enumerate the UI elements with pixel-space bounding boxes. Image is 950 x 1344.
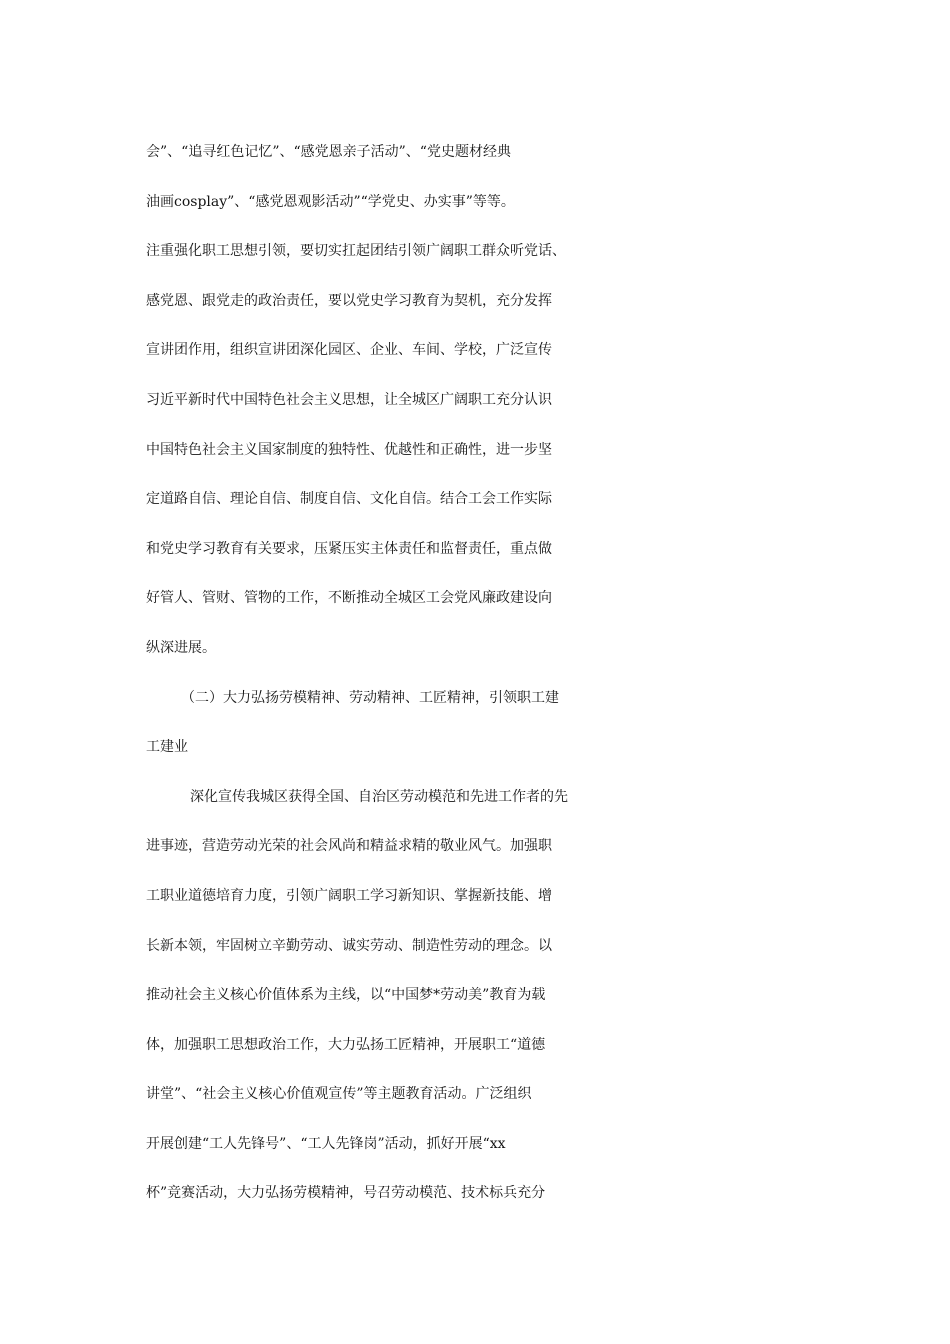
text-line: 好管人、管财、管物的工作，不断推动全城区工会党风廉政建设向 [146,590,552,607]
text-line: 感党恩、跟党走的政治责任，要以党史学习教育为契机，充分发挥 [146,292,552,309]
text-line: 中国特色社会主义国家制度的独特性、优越性和正确性，进一步坚 [146,441,552,458]
text-line: 杯”竞赛活动，大力弘扬劳模精神，号召劳动模范、技术标兵充分 [146,1185,546,1202]
section-heading: （二）大力弘扬劳模精神、劳动精神、工匠精神，引领职工建 [181,689,559,706]
text-line: 深化宣传我城区获得全国、自治区劳动模范和先进工作者的先 [190,788,568,805]
text-line: 宣讲团作用，组织宣讲团深化园区、企业、车间、学校，广泛宣传 [146,342,552,359]
section-heading-continued: 工建业 [146,739,188,756]
text-line: 进事迹，营造劳动光荣的社会风尚和精益求精的敬业风气。加强职 [146,838,552,855]
text-line: 油画cosplay”、“感党恩观影活动”“学党史、办实事”等等。 [146,193,515,210]
text-line: 注重强化职工思想引领，要切实扛起团结引领广阔职工群众听党话、 [146,243,566,260]
text-line: 体，加强职工思想政治工作，大力弘扬工匠精神，开展职工“道德 [146,1036,546,1053]
text-line: 长新本领，牢固树立辛勤劳动、诚实劳动、制造性劳动的理念。以 [146,937,552,954]
document-body [0,128,950,1219]
text-line: 讲堂”、“社会主义核心价值观宣传”等主题教育活动。广泛组织 [146,1086,532,1103]
text-line: 工职业道德培育力度，引领广阔职工学习新知识、掌握新技能、增 [146,887,552,904]
text-line: 推动社会主义核心价值体系为主线，以“中国梦*劳动美”教育为载 [146,987,546,1004]
text-line: 会”、“追寻红色记忆”、“感党恩亲子活动”、“党史题材经典 [146,144,511,160]
text-line: 习近平新时代中国特色社会主义思想，让全城区广阔职工充分认识 [146,391,552,408]
text-line: 开展创建“工人先锋号”、“工人先锋岗”活动，抓好开展“xx [146,1135,506,1152]
text-line: 定道路自信、理论自信、制度自信、文化自信。结合工会工作实际 [146,491,552,508]
text-line: 纵深进展。 [146,639,216,656]
text-line: 和党史学习教育有关要求，压紧压实主体责任和监督责任，重点做 [146,540,552,557]
